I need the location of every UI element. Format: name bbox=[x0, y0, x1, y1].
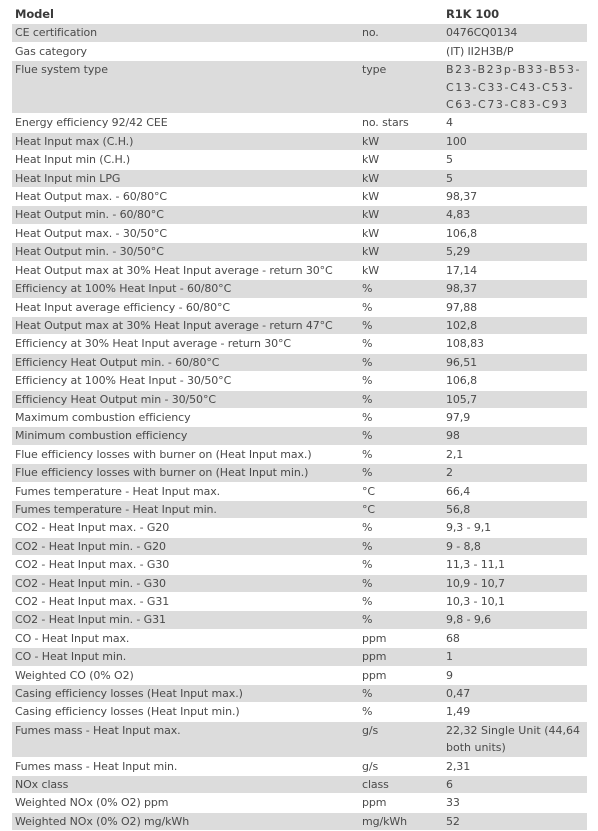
spec-label: CO2 - Heat Input max. - G31 bbox=[12, 593, 359, 611]
spec-unit: % bbox=[359, 519, 443, 537]
spec-unit: % bbox=[359, 372, 443, 390]
spec-unit bbox=[359, 43, 443, 61]
spec-label: Weighted NOx (0% O2) ppm bbox=[12, 794, 359, 812]
spec-unit: kW bbox=[359, 133, 443, 151]
spec-value: 0,47 bbox=[443, 685, 587, 703]
spec-unit: ppm bbox=[359, 648, 443, 666]
spec-value: 97,9 bbox=[443, 409, 587, 427]
model-header-value: R1K 100 bbox=[443, 6, 587, 24]
spec-label: Fumes mass - Heat Input min. bbox=[12, 758, 359, 776]
spec-value: 68 bbox=[443, 630, 587, 648]
table-row bbox=[12, 151, 587, 169]
spec-unit: % bbox=[359, 280, 443, 298]
spec-value: 22,32 Single Unit (44,64 both units) bbox=[443, 722, 587, 758]
spec-unit: kW bbox=[359, 262, 443, 280]
spec-unit: % bbox=[359, 391, 443, 409]
table-row bbox=[12, 243, 587, 261]
spec-label: Heat Output min. - 60/80°C bbox=[12, 206, 359, 224]
spec-label: Heat Input min (C.H.) bbox=[12, 151, 359, 169]
spec-label: Heat Output max at 30% Heat Input average - return 30°C bbox=[12, 262, 359, 280]
table-row bbox=[12, 133, 587, 151]
table-row bbox=[12, 794, 587, 812]
table-row bbox=[12, 630, 587, 648]
spec-label: Weighted CO (0% O2) bbox=[12, 667, 359, 685]
spec-value: 2,1 bbox=[443, 446, 587, 464]
spec-label: Heat Input average efficiency - 60/80°C bbox=[12, 299, 359, 317]
spec-value: 4,83 bbox=[443, 206, 587, 224]
spec-unit: ppm bbox=[359, 667, 443, 685]
spec-label: CE certification bbox=[12, 24, 359, 42]
spec-label: Flue efficiency losses with burner on (Heat Input min.) bbox=[12, 464, 359, 482]
spec-label: Fumes temperature - Heat Input min. bbox=[12, 501, 359, 519]
spec-unit: g/s bbox=[359, 758, 443, 776]
spec-value: 9,8 - 9,6 bbox=[443, 611, 587, 629]
spec-value: 97,88 bbox=[443, 299, 587, 317]
table-row bbox=[12, 354, 587, 372]
spec-value: 6 bbox=[443, 776, 587, 794]
table-row bbox=[12, 188, 587, 206]
spec-value: 66,4 bbox=[443, 483, 587, 501]
spec-label: CO2 - Heat Input max. - G20 bbox=[12, 519, 359, 537]
spec-value: 2,31 bbox=[443, 758, 587, 776]
spec-value: 1 bbox=[443, 648, 587, 666]
spec-unit: % bbox=[359, 409, 443, 427]
table-row bbox=[12, 722, 587, 758]
spec-value: 10,3 - 10,1 bbox=[443, 593, 587, 611]
spec-label: Heat Input min LPG bbox=[12, 170, 359, 188]
spec-value: 108,83 bbox=[443, 335, 587, 353]
spec-value: 106,8 bbox=[443, 225, 587, 243]
table-row bbox=[12, 225, 587, 243]
spec-label: CO2 - Heat Input min. - G30 bbox=[12, 575, 359, 593]
spec-label: Flue efficiency losses with burner on (Heat Input max.) bbox=[12, 446, 359, 464]
spec-unit: % bbox=[359, 593, 443, 611]
spec-value: 33 bbox=[443, 794, 587, 812]
table-row bbox=[12, 575, 587, 593]
spec-value: 98,37 bbox=[443, 188, 587, 206]
table-row bbox=[12, 464, 587, 482]
spec-label: Heat Output max. - 60/80°C bbox=[12, 188, 359, 206]
spec-label: Gas category bbox=[12, 43, 359, 61]
spec-label: Efficiency Heat Output min - 30/50°C bbox=[12, 391, 359, 409]
spec-unit: % bbox=[359, 446, 443, 464]
spec-value: 102,8 bbox=[443, 317, 587, 335]
table-row bbox=[12, 667, 587, 685]
spec-label: Minimum combustion efficiency bbox=[12, 427, 359, 445]
table-row bbox=[12, 685, 587, 703]
table-row bbox=[12, 703, 587, 721]
table-row bbox=[12, 317, 587, 335]
spec-label: Fumes mass - Heat Input max. bbox=[12, 722, 359, 758]
spec-unit: % bbox=[359, 611, 443, 629]
spec-value: 96,51 bbox=[443, 354, 587, 372]
spec-value: 5,29 bbox=[443, 243, 587, 261]
spec-value: 5 bbox=[443, 151, 587, 169]
spec-unit: % bbox=[359, 538, 443, 556]
spec-label: Maximum combustion efficiency bbox=[12, 409, 359, 427]
spec-label: Efficiency at 30% Heat Input average - return 30°C bbox=[12, 335, 359, 353]
spec-unit: kW bbox=[359, 206, 443, 224]
table-row bbox=[12, 409, 587, 427]
spec-unit: % bbox=[359, 299, 443, 317]
spec-value: 100 bbox=[443, 133, 587, 151]
spec-value: 9 - 8,8 bbox=[443, 538, 587, 556]
table-body bbox=[12, 24, 587, 831]
table-row bbox=[12, 501, 587, 519]
spec-value: 9,3 - 9,1 bbox=[443, 519, 587, 537]
spec-value: 10,9 - 10,7 bbox=[443, 575, 587, 593]
spec-value: B23-B23p-B33-B53-C13-C33-C43-C53-C63-C73-C83-C93 bbox=[443, 61, 587, 114]
spec-label: Energy efficiency 92/42 CEE bbox=[12, 114, 359, 132]
table-row bbox=[12, 593, 587, 611]
table-row bbox=[12, 24, 587, 42]
spec-unit: no. stars bbox=[359, 114, 443, 132]
spec-unit: % bbox=[359, 556, 443, 574]
table-row bbox=[12, 776, 587, 794]
spec-label: CO - Heat Input min. bbox=[12, 648, 359, 666]
spec-value: 56,8 bbox=[443, 501, 587, 519]
table-row bbox=[12, 519, 587, 537]
spec-label: Heat Input max (C.H.) bbox=[12, 133, 359, 151]
table-row bbox=[12, 427, 587, 445]
table-header-row bbox=[12, 6, 587, 24]
table-row bbox=[12, 758, 587, 776]
spec-unit: g/s bbox=[359, 722, 443, 758]
spec-value: 105,7 bbox=[443, 391, 587, 409]
spec-label: CO2 - Heat Input min. - G31 bbox=[12, 611, 359, 629]
spec-label: Casing efficiency losses (Heat Input max.) bbox=[12, 685, 359, 703]
spec-unit: % bbox=[359, 703, 443, 721]
spec-label: Fumes temperature - Heat Input max. bbox=[12, 483, 359, 501]
table-row bbox=[12, 280, 587, 298]
spec-label: Flue system type bbox=[12, 61, 359, 114]
spec-label: Efficiency Heat Output min. - 60/80°C bbox=[12, 354, 359, 372]
spec-unit: °C bbox=[359, 483, 443, 501]
spec-label: NOx class bbox=[12, 776, 359, 794]
spec-unit: type bbox=[359, 61, 443, 114]
table-row bbox=[12, 446, 587, 464]
spec-value: 98,37 bbox=[443, 280, 587, 298]
spec-value: 5 bbox=[443, 170, 587, 188]
table-row bbox=[12, 262, 587, 280]
spec-unit: kW bbox=[359, 170, 443, 188]
spec-value: 1,49 bbox=[443, 703, 587, 721]
table-row bbox=[12, 611, 587, 629]
table-row bbox=[12, 648, 587, 666]
spec-unit: % bbox=[359, 575, 443, 593]
spec-unit: % bbox=[359, 354, 443, 372]
spec-unit: class bbox=[359, 776, 443, 794]
unit-header bbox=[359, 6, 443, 24]
spec-label: CO2 - Heat Input max. - G30 bbox=[12, 556, 359, 574]
table-row bbox=[12, 556, 587, 574]
spec-label: Heat Output max at 30% Heat Input average - return 47°C bbox=[12, 317, 359, 335]
spec-unit: kW bbox=[359, 151, 443, 169]
table-row bbox=[12, 813, 587, 831]
table-row bbox=[12, 483, 587, 501]
model-header-label: Model bbox=[12, 6, 359, 24]
table-row bbox=[12, 299, 587, 317]
spec-unit: no. bbox=[359, 24, 443, 42]
table-row bbox=[12, 43, 587, 61]
spec-unit: % bbox=[359, 685, 443, 703]
spec-unit: kW bbox=[359, 188, 443, 206]
table-row bbox=[12, 372, 587, 390]
spec-value: 98 bbox=[443, 427, 587, 445]
spec-unit: kW bbox=[359, 225, 443, 243]
spec-value: 0476CQ0134 bbox=[443, 24, 587, 42]
spec-value: 9 bbox=[443, 667, 587, 685]
spec-label: Efficiency at 100% Heat Input - 30/50°C bbox=[12, 372, 359, 390]
spec-unit: ppm bbox=[359, 630, 443, 648]
table-row bbox=[12, 170, 587, 188]
spec-label: Efficiency at 100% Heat Input - 60/80°C bbox=[12, 280, 359, 298]
spec-unit: % bbox=[359, 464, 443, 482]
spec-value: 4 bbox=[443, 114, 587, 132]
spec-label: Heat Output max. - 30/50°C bbox=[12, 225, 359, 243]
spec-unit: kW bbox=[359, 243, 443, 261]
table-row bbox=[12, 538, 587, 556]
spec-value: 2 bbox=[443, 464, 587, 482]
spec-value: (IT) II2H3B/P bbox=[443, 43, 587, 61]
table-row bbox=[12, 206, 587, 224]
spec-value: 11,3 - 11,1 bbox=[443, 556, 587, 574]
spec-label: Weighted NOx (0% O2) mg/kWh bbox=[12, 813, 359, 831]
spec-label: Heat Output min. - 30/50°C bbox=[12, 243, 359, 261]
specifications-table bbox=[12, 6, 587, 831]
spec-label: CO - Heat Input max. bbox=[12, 630, 359, 648]
table-row bbox=[12, 61, 587, 114]
spec-unit: °C bbox=[359, 501, 443, 519]
spec-unit: % bbox=[359, 427, 443, 445]
spec-unit: % bbox=[359, 335, 443, 353]
table-row bbox=[12, 114, 587, 132]
table-row bbox=[12, 335, 587, 353]
spec-unit: % bbox=[359, 317, 443, 335]
spec-value: 52 bbox=[443, 813, 587, 831]
table-row bbox=[12, 391, 587, 409]
spec-value: 17,14 bbox=[443, 262, 587, 280]
spec-value: 106,8 bbox=[443, 372, 587, 390]
spec-label: CO2 - Heat Input min. - G20 bbox=[12, 538, 359, 556]
spec-label: Casing efficiency losses (Heat Input min.) bbox=[12, 703, 359, 721]
spec-unit: mg/kWh bbox=[359, 813, 443, 831]
spec-unit: ppm bbox=[359, 794, 443, 812]
